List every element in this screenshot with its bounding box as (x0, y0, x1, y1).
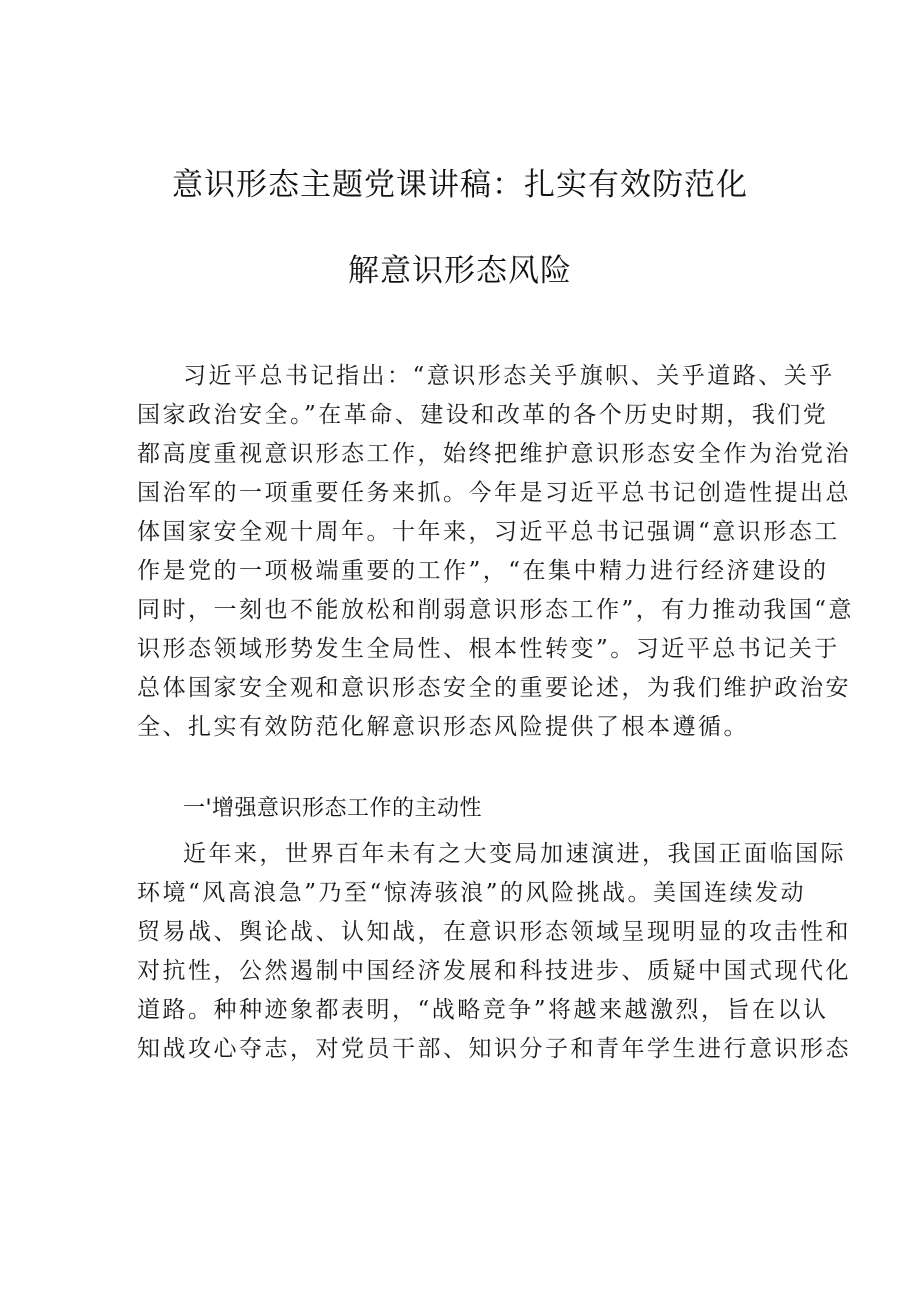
paragraph-2 (137, 835, 851, 1069)
paragraph-line: 体国家安全观十周年。十年来，习近平总书记强调“意识形态工 (137, 519, 840, 545)
paragraph-line: 贸易战、舆论战、认知战，在意识形态领域呈现明显的攻击性和 (137, 919, 851, 945)
paragraph-line: 同时，一刻也不能放松和削弱意识形态工作”，有力推动我国“意 (137, 597, 855, 623)
paragraph-line: 全、扎实有效防范化解意识形态风险提供了根本遵循。 (137, 714, 749, 740)
paragraph-line: 国治军的一项重要任务来抓。今年是习近平总书记创造性提出总 (137, 480, 851, 506)
paragraph-line: 识形态领域形势发生全局性、根本性转变”。习近平总书记关于 (137, 636, 840, 662)
paragraph-line: 总体国家安全观和意识形态安全的重要论述，为我们维护政治安 (137, 675, 851, 701)
paragraph-line: 习近平总书记指出：“意识形态关乎旗帜、关乎道路、关乎 (183, 363, 835, 389)
paragraph-line: 国家政治安全。”在革命、建设和改革的各个历史时期，我们党 (137, 402, 829, 428)
paragraph-line: 道路。种种迹象都表明，“战略竞争”将越来越激烈，旨在以认 (137, 997, 829, 1023)
paragraph-line: 近年来，世界百年未有之大变局加速演进，我国正面临国际 (183, 841, 846, 867)
document-title-line-1: 意识形态主题党课讲稿：扎实有效防范化 (172, 167, 748, 203)
paragraph-line: 对抗性，公然遏制中国经济发展和科技进步、质疑中国式现代化 (137, 958, 851, 984)
paragraph-line: 作是党的一项极端重要的工作”，“在集中精力进行经济建设的 (137, 558, 829, 584)
section-heading-1: 一'增强意识形态工作的主动性 (183, 796, 483, 821)
document-title-line-2: 解意识形态风险 (348, 253, 572, 289)
paragraph-line: 都高度重视意识形态工作，始终把维护意识形态安全作为治党治 (137, 441, 851, 467)
paragraph-1 (137, 357, 855, 747)
paragraph-line: 知战攻心夺志，对党员干部、知识分子和青年学生进行意识形态 (137, 1036, 851, 1062)
paragraph-line: 环境“风高浪急”乃至“惊涛骇浪”的风险挑战。美国连续发动 (137, 880, 807, 906)
